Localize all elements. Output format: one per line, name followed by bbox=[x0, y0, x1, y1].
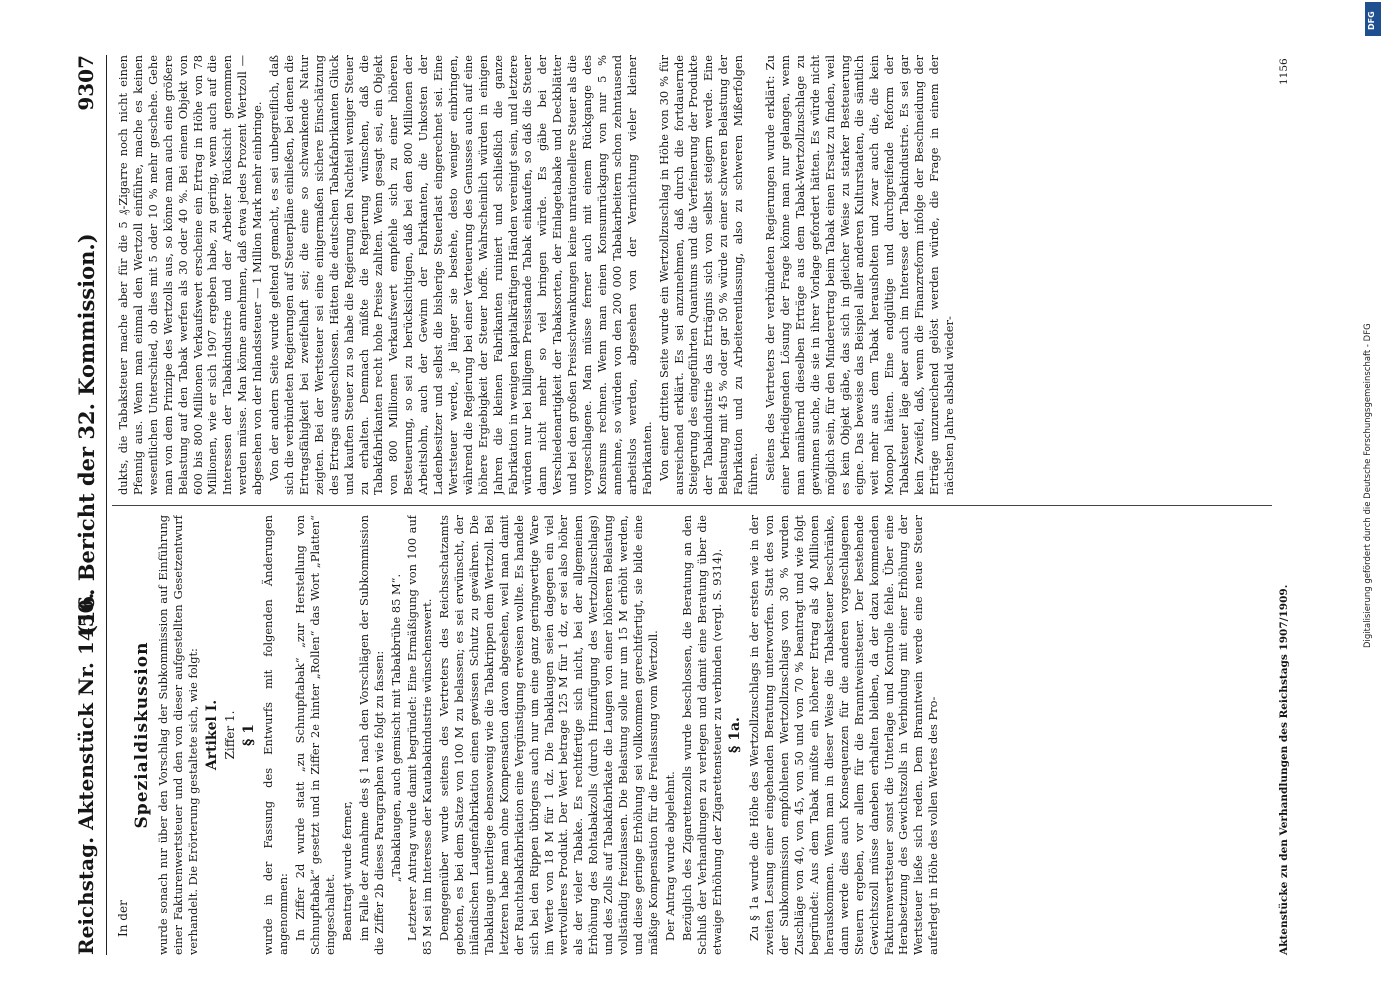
footer-source: Aktenstücke zu den Verhandlungen des Reichstags 1907/1909. bbox=[1278, 584, 1290, 955]
paragraph: In Ziffer 2d wurde statt „zu Schnupftabak“ „zur Herstellung von Schnupftabak“ gesetzt und in Ziffer 2e hinter „Rollen“ das Wort „Platten“ eingeschaltet. bbox=[293, 515, 337, 955]
paragraph-heading: § 1a. bbox=[727, 717, 744, 753]
paragraph: dukts, die Tabaksteuer mache aber für die 5 ₰-Zigarre noch nicht einen Pfennig aus. Wenn man einmal den Wertzoll einführe, mache es keinen wesentlichen Unterschied, ob dies mit 5 oder 10 % mehr geschehe. Gehe man von dem Prinzipe des Wertzolls aus, so könne man auch eine größere Belastung auf den Tabak werfen als 30 oder 40 %. Bei einem Objekt von 600 bis 800 Millionen Verkaufswert erscheine ein Ertrag in Höhe von 78 Millionen, wie er sich 1907 ergeben habe, zu gering, wenn auch auf die Interessen der Tabakindustrie und der Arbeiter Rücksicht genommen werden müsse. Man könne annehmen, daß etwa jedes Prozent Wertzoll — abgesehen von der Inlandssteuer — 1 Million Mark mehr einbringe. bbox=[116, 55, 265, 495]
quoted-text: „Tabaklaugen, auch gemischt mit Tabakbrühe 85 M“. bbox=[388, 573, 403, 883]
rotated-document-page bbox=[70, 45, 1310, 965]
page-header bbox=[70, 55, 107, 955]
artikel-heading: Artikel I. bbox=[203, 699, 220, 771]
paragraph: im Falle der Annahme des § 1 nach den Vorschlägen der Subkommission die Ziffer 2b dieses Paragraphen wie folgt zu fassen: bbox=[356, 515, 386, 955]
paragraph: Der Antrag wurde abgelehnt. bbox=[662, 771, 677, 941]
header-report: (16. Bericht der 32. Kommission.) bbox=[74, 233, 99, 635]
dfg-logo: DFG bbox=[1365, 2, 1381, 36]
paragraph: Zu § 1a wurde die Höhe des Wertzollzuschlags in der ersten wie in der zweiten Lesung einer eingehenden Beratung unterworfen. Statt des von der Subkommission empfohlenen Wertzollzuschlags von 30 % wurden Zuschläge von 40, von 45, von 50 und von 70 % beantragt und wie folgt begründet: Aus dem Tabak müßte ein höherer Ertrag als 40 Millionen herauskommen. Wenn man in dieser Weise die Tabaksteuer beschränke, dann werde dies auch Konsequenzen für die anderen vorgeschlagenen Steuern ergeben, vor allem für die Branntweinsteuer. Der bestehende Gewichtszoll müsse daneben erhalten bleiben, da der dazu kommenden Fakturenwertsteuer sonst die Unterlage und Kontrolle fehle. Über eine Herabsetzung des Gewichtszolls in Verbindung mit einer Erhöhung der Wertsteuer ließe sich reden. Dem Branntwein werde eine neue Steuer auferlegt in Höhe des vollen Wertes des Pro- bbox=[747, 515, 941, 955]
intro-text: In der bbox=[116, 900, 130, 937]
section-heading: Spezialdiskussion bbox=[131, 641, 152, 829]
paragraph: Bezüglich des Zigarettenzolls wurde beschlossen, die Beratung an den Schluß der Verhandlungen zu verlegen und damit eine Beratung über die etwaige Erhöhung der Zigarettensteuer zu verbinden (vergl. S. 9314). bbox=[679, 515, 724, 955]
footer-number: 1156 bbox=[1278, 58, 1290, 85]
paragraph: Von einer dritten Seite wurde ein Wertzollzuschlag in Höhe von 30 % für ausreichend erklärt. Es sei anzunehmen, daß durch die fortdauernde Steigerung des eingeführten Quantums und die Verfeinerung der Produkte der Tabakindustrie das Erträgnis sich von selbst steigern werde. Eine Belastung mit 45 % oder gar 50 % würde zu einer schweren Belastung der Fabrikation und zu Arbeiterentlassung, also zu schweren Mißerfolgen führen. bbox=[656, 55, 761, 495]
paragraph: Von der andern Seite wurde geltend gemacht, es sei unbegreiflich, daß sich die verbündeten Regierungen auf Steuerpläne einließen, bei denen die Ertragsfähigkeit bei zweifelhaft sei; die eine so schwankende Natur zeigten. Bei der Wertsteuer sei eine einigermaßen sichere Einschätzung des Ertrags ausgeschlossen. Hätten die deutschen Tabakfabrikanten Glück und kauften Steuer zu so habe die Regierung den Nachteil weniger Steuer zu erhalten. Demnach müßte die Regierung wünschen, daß die Tabakfabrikanten recht hohe Preise zahlten. Wenn gesagt sei, ein Objekt von 800 Millionen Verkaufswert empfehle sich zu einer höheren Besteuerung, so sei zu berücksichtigen, daß bei den 800 Millionen der Arbeitslohn, auch der Gewinn der Fabrikanten, die Unkosten der Ladenbesitzer und selbst die bisherige Steuerlast eingerechnet sei. Eine Wertsteuer werde, je länger sie bestehe, desto weniger einbringen, während die Regierung bei einer Verteuerung des Genusses auch auf eine höhere Ergiebigkeit der Steuer hoffe. Wahrscheinlich würden in einigen Jahren die kleinen Fabrikanten ruiniert und schließlich die ganze Fabrikation in wenigen kapitalkräftigen Händen vereinigt sein, und letztere würden nur bei billigem Preisstande Tabak einkaufen, so daß die Steuer dann nicht mehr so viel bringen würde. Es gäbe bei der Verschiedenartigkeit der Tabaksorten, der Einlagetabake und Deckblätter und bei den großen Preisschwankungen keine unrationellere Steuer als die vorgeschlagene. Man müsse ferner auch mit einem Rückgange des Konsums rechnen. Wenn man einen Konsumrückgang von nur 5 % annehme, so würden von den 200 000 Tabakarbeitern schon zehntausend arbeitslos werden, abgesehen von der Vernichtung vieler kleiner Fabrikanten. bbox=[267, 55, 654, 495]
left-column bbox=[116, 515, 1266, 955]
paragraph: Letzterer Antrag wurde damit begründet: Eine Ermäßigung von 100 auf 85 M sei im Interesse der Kautabakindustrie wünschenswert. bbox=[405, 515, 435, 955]
right-column bbox=[116, 55, 1266, 495]
paragraph: Seitens des Vertreters der verbündeten Regierungen wurde erklärt: Zu einer befriedigenden Lösung der Frage könne man nur gelangen, wenn man annähernd dieselben Erträge aus dem Tabak-Wertzollzuschlage zu gewinnen suche, die sie in ihrer Vorlage gefordert hätten. Es würde nicht möglich sein, für den Minderertrag beim Tabak einen Ersatz zu finden, weil es kein Objekt gäbe, das sich in gleicher Weise zu starker Besteuerung eigne. Das beweise das Beispiel aller anderen Kulturstaaten, die sämtlich weit mehr aus dem Tabak herausholten und zwar auch die, die kein Monopol hätten. Eine endgültige und durchgreifende Reform der Tabaksteuer läge aber auch im Interesse der Tabakindustrie. Es sei gar kein Zweifel, daß, wenn die Finanzreform infolge der Beschneidung der Erträge unzureichend gelöst werden würde, die Frage in einem der nächsten Jahre alsbald wieder- bbox=[762, 55, 956, 495]
funding-note: Digitalisierung gefördert durch die Deutsche Forschungsgemeinschaft - DFG bbox=[1363, 323, 1373, 648]
paragraph: Demgegenüber wurde seitens des Vertreters des Reichsschatzamts geboten, es bei dem Satze von 100 M zu belassen; es sei erwünscht, der inländischen Laugenfabrikation einen gewissen Schutz zu gewähren. Die Tabaklauge unterliege ebensowenig wie die Tabakrippen dem Wertzoll. Bei letzteren habe man ohne Kompensation davon abgesehen, weil man damit der Rauchtabakfabrikation eine Vergünstigung erweisen wollte. Es handele sich bei den Rippen übrigens auch nur um eine ganz geringwertige Ware im Werte von 18 M für 1 dz. Die Tabaklaugen seien dagegen ein viel wertvolleres Produkt. Der Wert betrage 125 M für 1 dz, er sei also höher als der vieler Tabake. Es rechtfertige sich nicht, bei der allgemeinen Erhöhung des Rohtabakzolls (durch Hinzufügung des Wertzollzuschlags) und des Zolls auf Tabakfabrikate die Laugen von einer höheren Belastung vollständig freizulassen. Die Belastung solle nur um 15 M erhöht werden, und diese geringe Erhöhung sei vollkommen gerechtfertigt, sie bilde eine mäßige Kompensation für die Freilassung vom Wertzoll. bbox=[437, 515, 660, 955]
paragraph: wurde in der Fassung des Entwurfs mit folgenden Änderungen angenommen: bbox=[261, 515, 291, 955]
paragraph: Beantragt wurde ferner, bbox=[339, 800, 354, 941]
ziffer-heading: Ziffer 1. bbox=[223, 710, 238, 760]
column-divider bbox=[112, 505, 1272, 506]
paragraph: wurde sonach nur über den Vorschlag der Subkommission auf Einführung einer Fakturenwertsteuer und den von dieser aufgestellten Gesetzentwurf verhandelt. Die Erörterung gestaltete sich, wie folgt: bbox=[155, 515, 200, 955]
page-number: 9307 bbox=[74, 55, 98, 111]
header-title: Reichstag. Aktenstück Nr. 1450. bbox=[74, 592, 98, 955]
paragraph-heading: § 1 bbox=[241, 724, 258, 746]
margin-note bbox=[1363, 8, 1377, 648]
